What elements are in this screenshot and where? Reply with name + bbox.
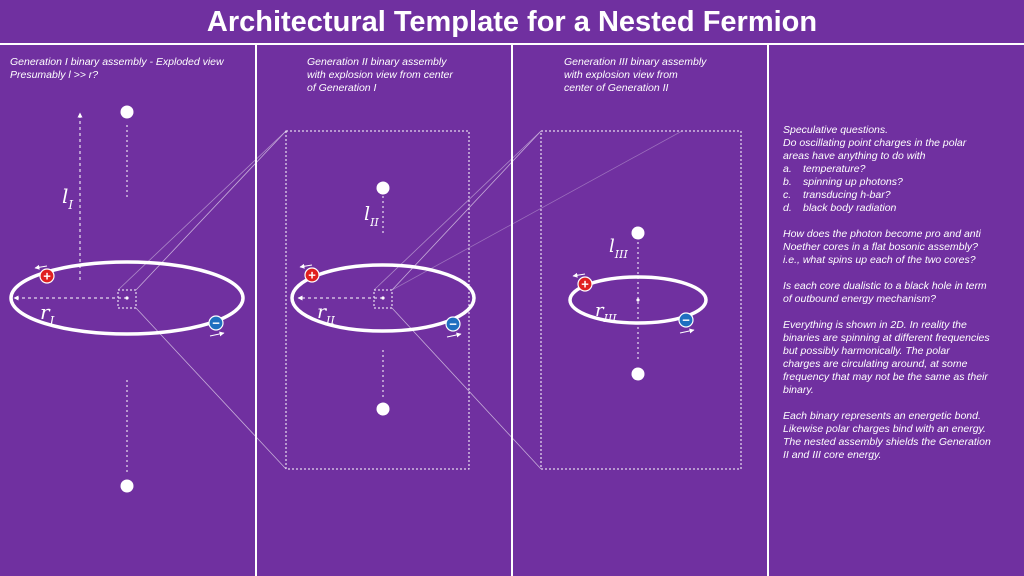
notes-paragraph bbox=[783, 228, 1015, 267]
notes-line: Speculative questions. bbox=[783, 124, 889, 136]
radius-symbol: $r_{III}$ bbox=[595, 300, 617, 325]
notes-paragraph bbox=[783, 319, 1015, 397]
projection-line bbox=[136, 131, 286, 290]
center-point bbox=[125, 296, 128, 299]
notes-list-item: d. black body radiation bbox=[783, 202, 897, 214]
projection-line bbox=[136, 308, 286, 469]
positive-charge-sign: + bbox=[581, 276, 589, 292]
positive-charge-sign: + bbox=[308, 267, 316, 283]
caption-line: with explosion view from bbox=[564, 69, 678, 81]
negative-charge-sign: − bbox=[682, 312, 690, 328]
length-symbol: $l_{II}$ bbox=[364, 203, 379, 229]
center-point bbox=[636, 298, 639, 301]
speculative-questions-notes bbox=[783, 124, 1015, 475]
core-node-bottom bbox=[121, 480, 134, 493]
core-node-top bbox=[632, 227, 645, 240]
notes-line: Noether cores in a flat bosonic assembly? bbox=[783, 241, 978, 253]
length-symbol: $l_{III}$ bbox=[609, 236, 628, 261]
notes-line: The nested assembly shields the Generation bbox=[783, 436, 991, 448]
explosion-lines-2-to-3 bbox=[374, 131, 682, 469]
projection-line bbox=[374, 131, 541, 290]
projection-line bbox=[392, 131, 682, 290]
notes-line: Everything is shown in 2D. In reality the bbox=[783, 319, 967, 331]
radius-symbol: $r_{II}$ bbox=[317, 301, 335, 327]
negative-charge-sign: − bbox=[449, 316, 457, 332]
generation-2-assembly bbox=[286, 131, 474, 469]
notes-line: Do oscillating point charges in the polar bbox=[783, 137, 967, 149]
explosion-lines-1-to-2 bbox=[118, 131, 286, 469]
notes-line: How does the photon become pro and anti bbox=[783, 228, 981, 240]
notes-paragraph bbox=[783, 280, 1015, 306]
caption-line: of Generation I bbox=[307, 82, 377, 94]
caption-line: with explosion view from center bbox=[307, 69, 453, 81]
caption-line: Presumably l >> r? bbox=[10, 69, 99, 81]
length-symbol: $l_I$ bbox=[62, 184, 74, 212]
notes-line: Each binary represents an energetic bond. bbox=[783, 410, 981, 422]
projection-line bbox=[118, 131, 286, 290]
charge-motion-arrow bbox=[680, 330, 694, 333]
caption-line: center of Generation II bbox=[564, 82, 669, 94]
page-title: Architectural Template for a Nested Fermion bbox=[206, 6, 818, 38]
caption-line: Generation II binary assembly bbox=[307, 56, 447, 68]
core-node-bottom bbox=[632, 368, 645, 381]
notes-line: Is each core dualistic to a black hole in term bbox=[783, 280, 987, 292]
projection-line bbox=[392, 308, 541, 469]
caption-line: Generation III binary assembly bbox=[564, 56, 707, 68]
radius-symbol: $r_I$ bbox=[40, 300, 55, 328]
notes-line: binary. bbox=[783, 384, 814, 396]
core-node-bottom bbox=[377, 403, 390, 416]
notes-line: II and III core energy. bbox=[783, 449, 882, 461]
charge-motion-arrow bbox=[210, 333, 224, 336]
notes-list-item: a. temperature? bbox=[783, 163, 866, 175]
notes-paragraph bbox=[783, 410, 1015, 462]
notes-intro bbox=[783, 124, 1015, 215]
notes-list-item: b. spinning up photons? bbox=[783, 176, 903, 188]
core-node-top bbox=[377, 182, 390, 195]
notes-line: Likewise polar charges bind with an energy. bbox=[783, 423, 986, 435]
center-point bbox=[381, 296, 384, 299]
charge-motion-arrow bbox=[447, 334, 461, 337]
generation-1-assembly bbox=[11, 106, 243, 493]
zoom-frame bbox=[286, 131, 469, 469]
notes-line: areas have anything to do with bbox=[783, 150, 926, 162]
generation-3-assembly bbox=[541, 131, 741, 469]
negative-charge-sign: − bbox=[212, 315, 220, 331]
notes-line: of outbound energy mechanism? bbox=[783, 293, 936, 305]
notes-line: binaries are spinning at different frequencies bbox=[783, 332, 990, 344]
projection-line bbox=[392, 131, 541, 290]
notes-list-item: c. transducing h-bar? bbox=[783, 189, 891, 201]
caption-line: Generation I binary assembly - Exploded view bbox=[10, 56, 224, 68]
notes-line: frequency that may not be the same as their bbox=[783, 371, 988, 383]
notes-line: charges are circulating around, at some bbox=[783, 358, 968, 370]
core-node-top bbox=[121, 106, 134, 119]
notes-line: but possibly harmonically. The polar bbox=[783, 345, 950, 357]
notes-line: i.e., what spins up each of the two cores? bbox=[783, 254, 976, 266]
positive-charge-sign: + bbox=[43, 268, 51, 284]
